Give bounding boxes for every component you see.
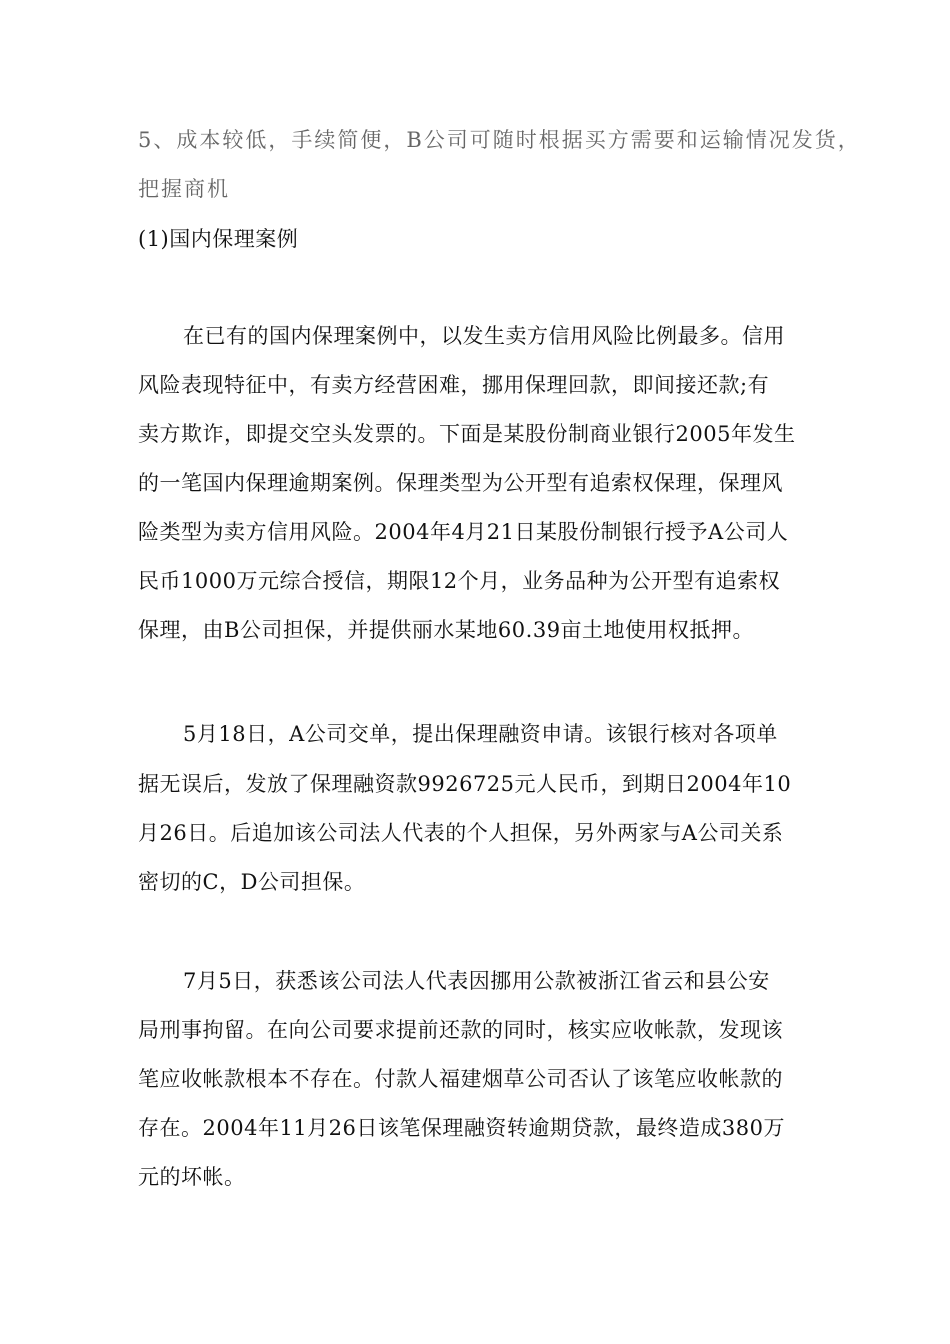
intro-line-1: 5、成本较低，手续简便，B公司可随时根据买方需要和运输情况发货， (138, 128, 861, 152)
paragraph-line: 风险表现特征中，有卖方经营困难，挪用保理回款，即间接还款;有 (138, 373, 770, 397)
paragraph-line: 民币1000万元综合授信，期限12个月，业务品种为公开型有追索权 (138, 569, 781, 593)
paragraph-line: 在已有的国内保理案例中，以发生卖方信用风险比例最多。信用 (183, 324, 785, 348)
paragraph-line: 卖方欺诈，即提交空头发票的。下面是某股份制商业银行2005年发生 (138, 422, 796, 446)
paragraph-line: 的一笔国内保理逾期案例。保理类型为公开型有追索权保理，保理风 (138, 471, 783, 495)
paragraph-line: 局刑事拘留。在向公司要求提前还款的同时，核实应收帐款，发现该 (138, 1018, 783, 1042)
paragraph-line: 5月18日，A公司交单，提出保理融资申请。该银行核对各项单 (183, 722, 778, 746)
paragraph-line: 存在。2004年11月26日该笔保理融资转逾期贷款，最终造成380万 (138, 1116, 785, 1140)
paragraph-line: 7月5日，获悉该公司法人代表因挪用公款被浙江省云和县公安 (183, 969, 770, 993)
paragraph-line: 据无误后，发放了保理融资款9926725元人民币，到期日2004年10 (138, 772, 792, 796)
paragraph-line: 笔应收帐款根本不存在。付款人福建烟草公司否认了该笔应收帐款的 (138, 1067, 783, 1091)
paragraph-line: 元的坏帐。 (138, 1165, 246, 1189)
paragraph-line: 月26日。后追加该公司法人代表的个人担保，另外两家与A公司关系 (138, 821, 784, 845)
intro-line-2: 把握商机 (138, 177, 230, 201)
paragraph-line: 险类型为卖方信用风险。2004年4月21日某股份制银行授予A公司人 (138, 520, 789, 544)
paragraph-line: 保理，由B公司担保，并提供丽水某地60.39亩土地使用权抵押。 (138, 618, 755, 642)
paragraph-line: 密切的C，D公司担保。 (138, 870, 366, 894)
section-heading: (1)国内保理案例 (138, 227, 299, 251)
